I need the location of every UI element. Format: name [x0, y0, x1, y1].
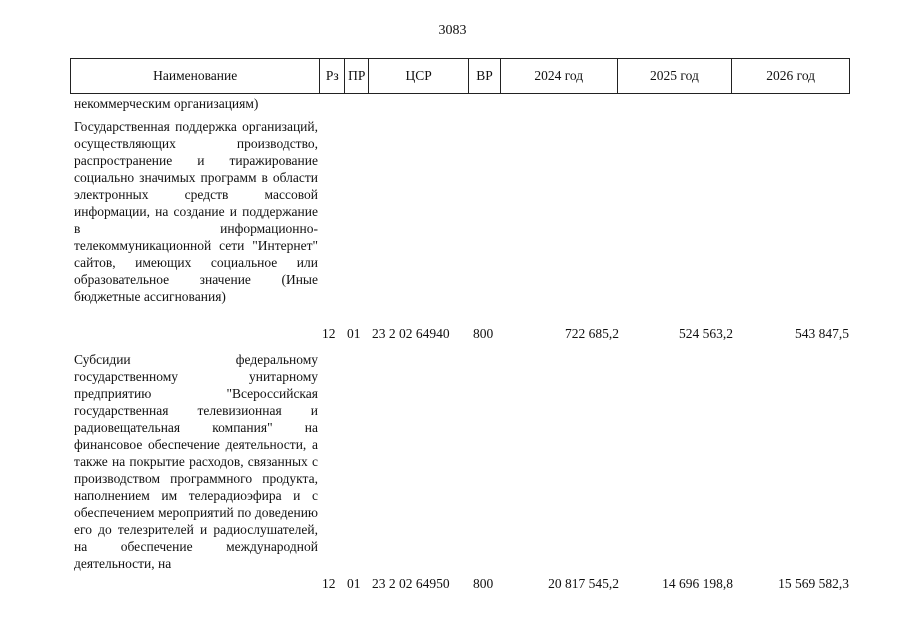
row-name: Субсидии федеральному государственному унитарному предприятию "Всероссийская государственная телевизионная и радиовещательная компания" на финансовое обеспечение деятельности, а также на покрытие расходов, связанных с производством программного продукта, наполнением им телерадиоэфира и с обеспечением мероприятий по доведению его до телезрителей и радиослушателей, на обеспечение международной деятельности, на — [74, 352, 318, 571]
header-csr: ЦСР — [369, 59, 469, 93]
row-vr: 800 — [473, 326, 494, 341]
row-vr: 800 — [473, 576, 494, 591]
row-2024: 722 685,2 — [565, 326, 619, 341]
row-2025: 524 563,2 — [679, 326, 733, 341]
row-pr: 01 — [347, 326, 361, 341]
header-pr: ПР — [345, 59, 369, 93]
page-number: 3083 — [438, 23, 467, 38]
row-2026: 543 847,5 — [795, 326, 849, 341]
header-2026: 2026 год — [766, 68, 816, 83]
row-name: Государственная поддержка организаций, осуществляющих производство, распространение и тиражирование социально значимых программ в области электронных средств массовой информации, на создание и поддержание в информационно-телекоммуникационной сети "Интернет" сайтов, имеющих социальное или образовательное значение (Иные бюджетные ассигнования) — [74, 119, 318, 304]
header-2025: 2025 год — [618, 59, 733, 93]
row-2024: 20 817 545,2 — [548, 576, 619, 591]
continuation-text: некоммерческим организациям) — [74, 96, 259, 111]
table-row — [0, 325, 905, 342]
row-rz: 12 — [322, 326, 336, 341]
table-row — [0, 575, 905, 592]
table-header — [70, 58, 850, 94]
row-rz: 12 — [322, 576, 336, 591]
row-2026: 15 569 582,3 — [778, 576, 849, 591]
header-vr: ВР — [469, 59, 501, 93]
row-pr: 01 — [347, 576, 361, 591]
header-name: Наименование — [71, 59, 320, 93]
row-2025: 14 696 198,8 — [662, 576, 733, 591]
header-2024: 2024 год — [501, 59, 618, 93]
row-csr: 23 2 02 64950 — [372, 576, 450, 591]
row-csr: 23 2 02 64940 — [372, 326, 450, 341]
header-rz: Рз — [320, 59, 345, 93]
